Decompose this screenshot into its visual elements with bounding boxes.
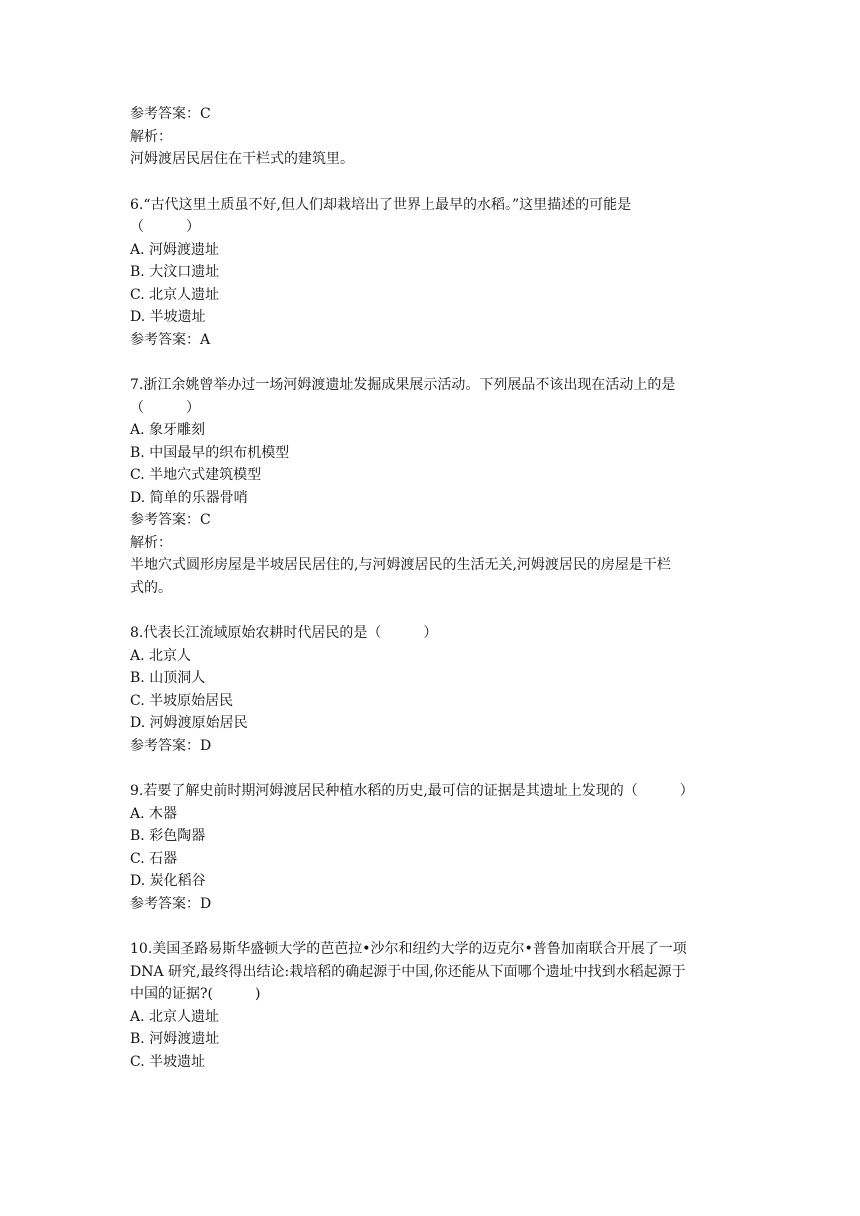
question-10-stem-line-2: DNA 研究,最终得出结论:栽培稻的确起源于中国,你还能从下面哪个遗址中找到水稻起源于 (130, 963, 686, 980)
question-7-analysis-line-1: 半地穴式圆形房屋是半坡居民居住的,与河姆渡居民的生活无关,河姆渡居民的房屋是干栏 (130, 557, 671, 573)
question-6-paren: （ ） (130, 219, 200, 235)
question-6-option-b: B. 大汶口遗址 (130, 264, 220, 280)
question-10-option-c: C. 半坡遗址 (130, 1053, 206, 1070)
question-6-answer: 参考答案：A (130, 331, 211, 348)
analysis-text: 河姆渡居民居住在干栏式的建筑里。 (130, 151, 354, 167)
spacer (130, 171, 730, 194)
question-7-analysis-label: 解析： (130, 534, 172, 551)
question-6-stem: 6.“古代这里土质虽不好,但人们却栽培出了世界上最早的水稻。”这里描述的可能是 (130, 196, 632, 213)
question-7-paren: （ ） (130, 399, 200, 416)
question-6-option-a: A. 河姆渡遗址 (130, 241, 220, 258)
question-7-answer: 参考答案：C (130, 512, 211, 528)
spacer (130, 757, 730, 780)
answer-line: 参考答案：C (130, 106, 211, 122)
question-8-stem: 8.代表长江流域原始农耕时代居民的是（ ） (130, 625, 438, 641)
spacer (130, 351, 730, 374)
question-7-stem: 7.浙江余姚曾举办过一场河姆渡遗址发掘成果展示活动。下列展品不该出现在活动上的是 (130, 377, 676, 393)
question-10-stem-line-3: 中国的证据?( ) (130, 986, 261, 1002)
question-7-option-a: A. 象牙雕刻 (130, 422, 206, 438)
document-content (130, 103, 730, 1073)
spacer (130, 599, 730, 622)
question-9-option-d: D. 炭化稻谷 (130, 873, 206, 889)
question-9-option-b: B. 彩色陶器 (130, 828, 206, 844)
question-8-option-b: B. 山顶洞人 (130, 670, 206, 686)
spacer (130, 915, 730, 938)
question-6-option-d: D. 半坡遗址 (130, 309, 206, 325)
question-10-option-a: A. 北京人遗址 (130, 1008, 220, 1025)
question-7-option-d: D. 简单的乐器骨哨 (130, 489, 248, 506)
question-8-option-a: A. 北京人 (130, 647, 192, 664)
question-6-option-c: C. 北京人遗址 (130, 286, 220, 303)
question-9-stem: 9.若要了解史前时期河姆渡居民种植水稻的历史,最可信的证据是其遗址上发现的（ ） (130, 783, 694, 799)
question-7-option-c: C. 半地穴式建筑模型 (130, 467, 262, 483)
question-7-analysis-line-2: 式的。 (130, 579, 172, 596)
question-8-option-d: D. 河姆渡原始居民 (130, 715, 248, 731)
question-8-option-c: C. 半坡原始居民 (130, 692, 234, 709)
question-9-option-a: A. 木器 (130, 805, 178, 822)
question-8-answer: 参考答案：D (130, 737, 212, 754)
question-10-option-b: B. 河姆渡遗址 (130, 1031, 220, 1047)
analysis-label: 解析： (130, 128, 172, 145)
question-9-answer: 参考答案：D (130, 895, 212, 912)
question-7-option-b: B. 中国最早的织布机模型 (130, 444, 290, 461)
question-9-option-c: C. 石器 (130, 850, 178, 867)
question-10-stem-line-1: 10.美国圣路易斯华盛顿大学的芭芭拉•沙尔和纽约大学的迈克尔•普鲁加南联合开展了一项 (130, 941, 687, 957)
